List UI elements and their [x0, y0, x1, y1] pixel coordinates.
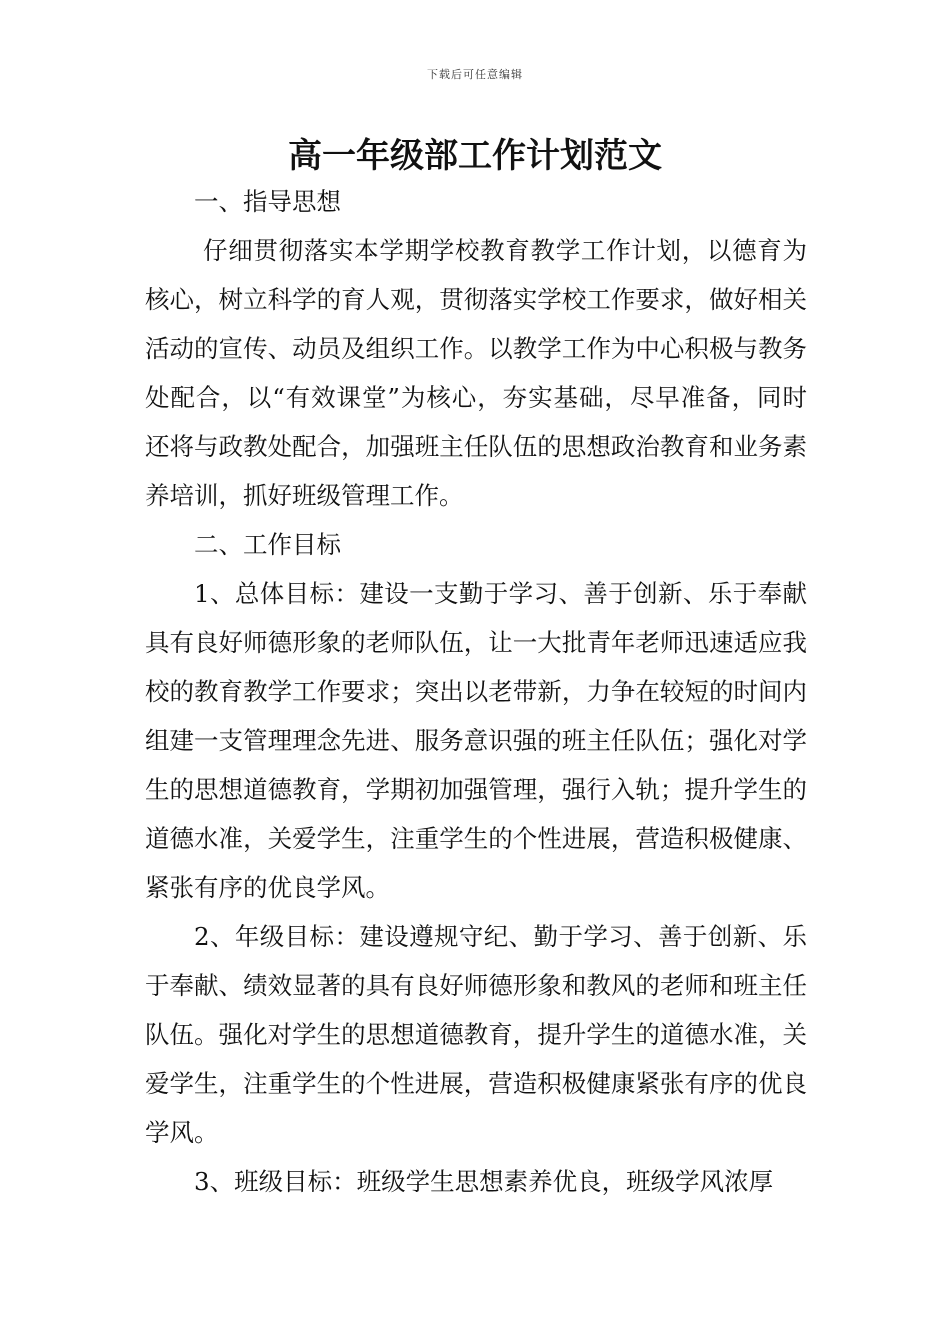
- paragraph-guiding-thought: 仔细贯彻落实本学期学校教育教学工作计划，以德育为核心，树立科学的育人观，贯彻落实学校工作要求，做好相关活动的宣传、动员及组织工作。以教学工作为中心积极与教务处配合，以“有效课堂”为核心，夯实基础，尽早准备，同时还将与政教处配合，加强班主任队伍的思想政治教育和业务素养培训，抓好班级管理工作。: [145, 236, 807, 510]
- paragraph-overall-goal: 1、总体目标：建设一支勤于学习、善于创新、乐于奉献具有良好师德形象的老师队伍，让一大批青年老师迅速适应我校的教育教学工作要求；突出以老带新，力争在较短的时间内组建一支管理理念先进、服务意识强的班主任队伍；强化对学生的思想道德教育，学期初加强管理，强行入轨；提升学生的道德水准，关爱学生，注重学生的个性进展，营造积极健康、紧张有序的优良学风。: [145, 579, 807, 902]
- document-body: [145, 177, 807, 1206]
- document-title: 高一年级部工作计划范文: [288, 136, 662, 176]
- section-heading-work-goals: 二、工作目标: [194, 530, 341, 559]
- paragraph-grade-goal: 2、年级目标：建设遵规守纪、勤于学习、善于创新、乐于奉献、绩效显著的具有良好师德形象和教风的老师和班主任队伍。强化对学生的思想道德教育，提升学生的道德水准，关爱学生，注重学生的个性进展，营造积极健康紧张有序的优良学风。: [145, 922, 807, 1147]
- paragraph-class-goal: 3、班级目标：班级学生思想素养优良，班级学风浓厚: [194, 1167, 774, 1196]
- header-note: 下载后可任意编辑: [427, 68, 523, 81]
- section-heading-guiding-thought: 一、指导思想: [194, 187, 341, 216]
